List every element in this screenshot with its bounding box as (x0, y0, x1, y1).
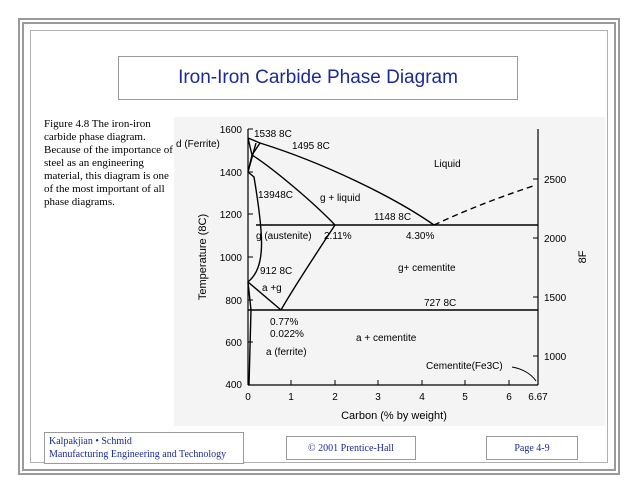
x-axis-title: Carbon (% by weight) (341, 410, 447, 422)
y2-tick-label: 1000 (544, 352, 567, 363)
x-tick-label: 5 (462, 392, 468, 403)
x-tick-label: 0 (245, 392, 251, 403)
y-axis-title: Temperature (8C) (197, 213, 209, 301)
label-077: 0.77% (270, 317, 299, 328)
footer-page-text: Page 4-9 (514, 442, 550, 454)
slide-title: Iron-Iron Carbide Phase Diagram (178, 67, 458, 88)
footer-authors: Kalpakjian • Schmid (49, 436, 132, 447)
label-1394: 13948C (258, 190, 294, 201)
label-1148: 1148 8C (374, 212, 412, 223)
phase-diagram-figure (174, 117, 605, 426)
y-tick-label: 1200 (219, 210, 242, 221)
label-cementite: Cementite(Fe3C) (426, 361, 503, 372)
label-1538: 1538 8C (254, 129, 292, 140)
title-box (118, 56, 518, 100)
x-tick-label: 1 (288, 392, 294, 403)
x-tick-label: 6 (506, 392, 512, 403)
label-430: 4.30% (406, 231, 435, 242)
footer-copyright (286, 436, 416, 460)
phase-diagram (174, 117, 605, 426)
label-a-cementite: a + cementite (356, 333, 417, 344)
y-tick-label: 600 (225, 338, 242, 349)
y2-tick-label: 2500 (544, 175, 567, 186)
label-a-g: a +g (262, 283, 282, 294)
label-0022: 0.022% (270, 329, 304, 340)
label-liquid: Liquid (434, 159, 461, 170)
y2-axis-title: 8F (577, 250, 589, 264)
footer-page-number (486, 436, 578, 460)
y-tick-label: 800 (225, 296, 242, 307)
x-tick-label: 6.67 (528, 392, 548, 403)
cementite-arrow (512, 367, 536, 381)
x-tick-label: 3 (375, 392, 381, 403)
y-tick-label: 1000 (219, 253, 242, 264)
footer-book: Manufacturing Engineering and Technology (49, 449, 227, 460)
footer-copyright-text: © 2001 Prentice-Hall (308, 442, 394, 454)
y-tick-label: 400 (225, 380, 242, 391)
label-austenite: g (austenite) (256, 231, 312, 242)
label-delta-ferrite: d (Ferrite) (176, 139, 220, 150)
y-tick-label: 1600 (219, 125, 242, 136)
label-g-cementite: g+ cementite (398, 263, 456, 274)
diagram-labels (176, 129, 503, 372)
label-1495: 1495 8C (292, 141, 330, 152)
x-tick-label: 2 (332, 392, 338, 403)
y2-tick-label: 1500 (544, 293, 567, 304)
figure-caption: Figure 4.8 The iron-iron carbide phase diagram. Because of the importance of steel as an engineering material, this diagram is one of the most important of all phase diagrams. (44, 118, 173, 208)
label-912: 912 8C (260, 266, 293, 277)
label-alpha-ferrite: a (ferrite) (266, 347, 307, 358)
liquidus-dashed (434, 185, 536, 225)
y2-tick-label: 2000 (544, 234, 567, 245)
y-tick-label: 1400 (219, 168, 242, 179)
footer-credit (44, 432, 244, 464)
label-g-liquid: g + liquid (320, 193, 361, 204)
x-tick-label: 4 (419, 392, 425, 403)
label-211: 2.11% (324, 231, 352, 242)
x-ticks (245, 380, 548, 403)
label-727: 727 8C (424, 298, 457, 309)
